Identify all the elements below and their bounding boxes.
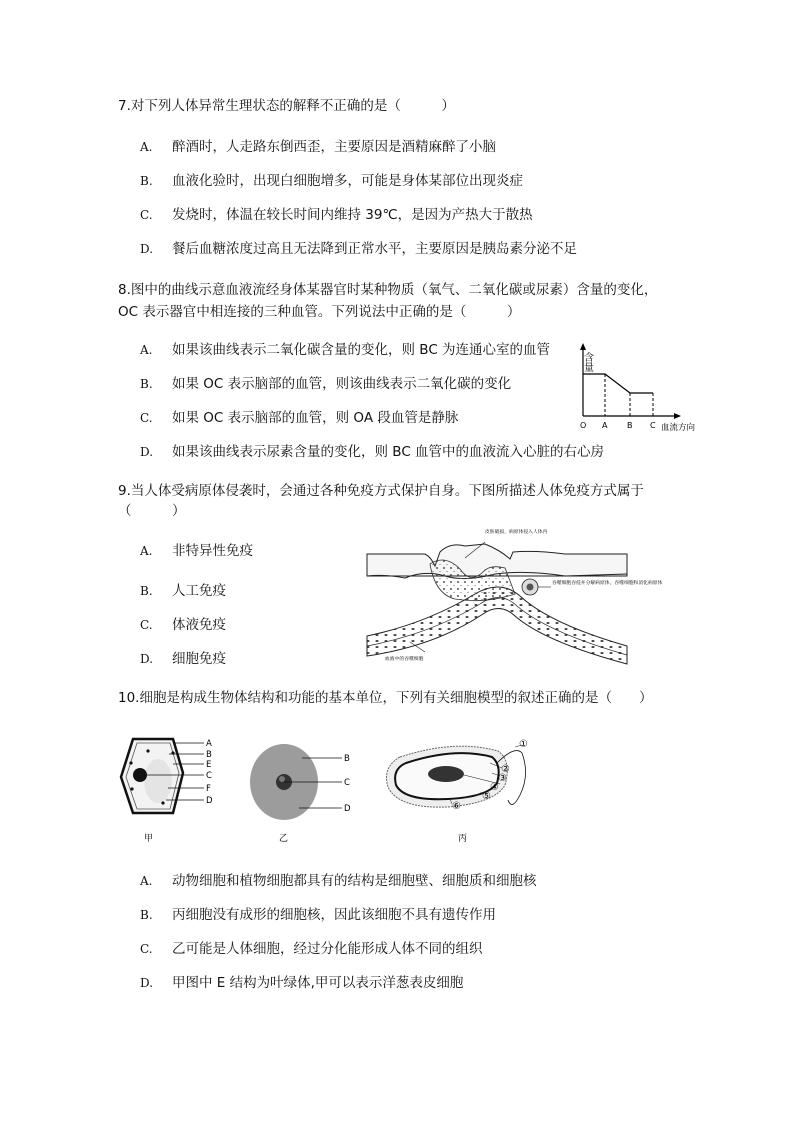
bing-label-4: ④: [490, 782, 499, 793]
q7-stem: 7.对下列人体异常生理状态的解释不正确的是（ ）: [118, 98, 455, 114]
cell-bing-figure: [380, 735, 540, 847]
yi-label-c: C: [344, 778, 350, 788]
q9-option-d: D. 细胞免疫: [140, 651, 226, 667]
graph-tick-c: C: [650, 421, 656, 430]
bing-label-3: ③: [498, 773, 507, 784]
graph-tick-b: B: [627, 421, 633, 430]
q7-option-b: B. 血液化验时，出现白细胞增多，可能是身体某部位出现炎症: [140, 173, 523, 189]
q9-option-b: B. 人工免疫: [140, 583, 226, 599]
graph-x-label: 血流方向: [661, 423, 696, 433]
bing-label-6: ⑥: [452, 801, 461, 812]
jia-caption: 甲: [144, 834, 154, 844]
q8-stem-line2: OC 表示器官中相连接的三种血管。下列说法中正确的是（ ）: [118, 304, 521, 320]
q7-option-c: C. 发烧时，体温在较长时间内维持 39℃，是因为产热大于散热: [140, 207, 533, 223]
bing-label-2: ②: [501, 764, 510, 775]
fig-label-2: 吞噬细胞吞侵并分解病原体，吞噬细胞和消化病原体: [552, 581, 663, 586]
q9-option-a: A. 非特异性免疫: [140, 543, 253, 559]
graph-x-arrow: [674, 413, 681, 419]
q8-option-d: D. 如果该曲线表示尿素含量的变化，则 BC 血管中的血液流入心脏的右心房: [140, 444, 605, 460]
graph-y-arrow: [580, 343, 586, 350]
q10-option-a: A. 动物细胞和植物细胞都具有的结构是细胞壁、细胞质和细胞核: [140, 873, 537, 889]
bing-dna: [428, 766, 464, 782]
jia-label-b: B: [206, 750, 212, 760]
q10-option-c: C. 乙可能是人体细胞，经过分化能形成人体不同的组织: [140, 941, 483, 957]
q8-stem-line1: 8.图中的曲线示意血液流经身体某器官时某种物质（氧气、二氧化碳或尿素）含量的变化，: [118, 282, 658, 298]
q10-stem: 10.细胞是构成生物体结构和功能的基本单位，下列有关细胞模型的叙述正确的是（ ）: [118, 690, 653, 706]
q9-option-c: C. 体液免疫: [140, 617, 226, 633]
cell-yi-figure: [247, 742, 362, 846]
q8-option-a: A. 如果该曲线表示二氧化碳含量的变化，则 BC 为连通心室的血管: [140, 342, 551, 358]
jia-vacuole: [144, 759, 172, 803]
jia-label-e: E: [206, 760, 212, 770]
jia-dot: [146, 749, 149, 752]
jia-label-c: C: [206, 771, 212, 781]
jia-label-d: D: [206, 796, 213, 806]
q7-option-a: A. 醉酒时，人走路东倒西歪，主要原因是酒精麻醉了小脑: [140, 139, 496, 155]
graph-tick-a: A: [602, 421, 608, 430]
q9-immune-figure: [365, 524, 663, 666]
jia-label-a: A: [206, 739, 212, 749]
yi-nucleus-highlight: [279, 776, 285, 782]
jia-label-f: F: [206, 784, 211, 794]
jia-dot: [130, 787, 133, 790]
jia-dot: [161, 801, 164, 804]
yi-caption: 乙: [279, 834, 289, 844]
q10-option-d: D. 甲图中 E 结构为叶绿体,甲可以表示洋葱表皮细胞: [140, 975, 464, 991]
graph-y-label: 含量: [581, 352, 593, 372]
fig-label-3: 血液中的吞噬细胞: [385, 657, 424, 662]
bing-caption: 丙: [458, 834, 468, 844]
phagocyte-nucleus: [527, 584, 534, 591]
blood-vessel: [367, 587, 627, 664]
yi-label-b: B: [344, 754, 350, 764]
bing-label-5: ⑤: [482, 791, 491, 802]
bing-label-1: ①: [519, 739, 528, 750]
fig-label-1: 皮肤破损，病原体侵入人体内: [485, 530, 548, 535]
q7-option-d: D. 餐后血糖浓度过高且无法降到正常水平，主要原因是胰岛素分泌不足: [140, 241, 577, 257]
jia-dot: [129, 761, 132, 764]
yi-label-d: D: [344, 804, 351, 814]
q10-option-b: B. 丙细胞没有成形的细胞核，因此该细胞不具有遗传作用: [140, 907, 496, 923]
q8-content-graph: [575, 338, 705, 438]
cell-jia-figure: [118, 733, 228, 845]
graph-curve: [583, 374, 653, 393]
q8-option-c: C. 如果 OC 表示脑部的血管，则 OA 段血管是静脉: [140, 410, 459, 426]
q9-stem-line1: 9.当人体受病原体侵袭时，会通过各种免疫方式保护自身。下图所描述人体免疫方式属于: [118, 483, 644, 499]
graph-tick-o: O: [580, 421, 587, 430]
q9-stem-line2: （ ）: [118, 503, 186, 519]
q8-option-b: B. 如果 OC 表示脑部的血管，则该曲线表示二氧化碳的变化: [140, 376, 512, 392]
